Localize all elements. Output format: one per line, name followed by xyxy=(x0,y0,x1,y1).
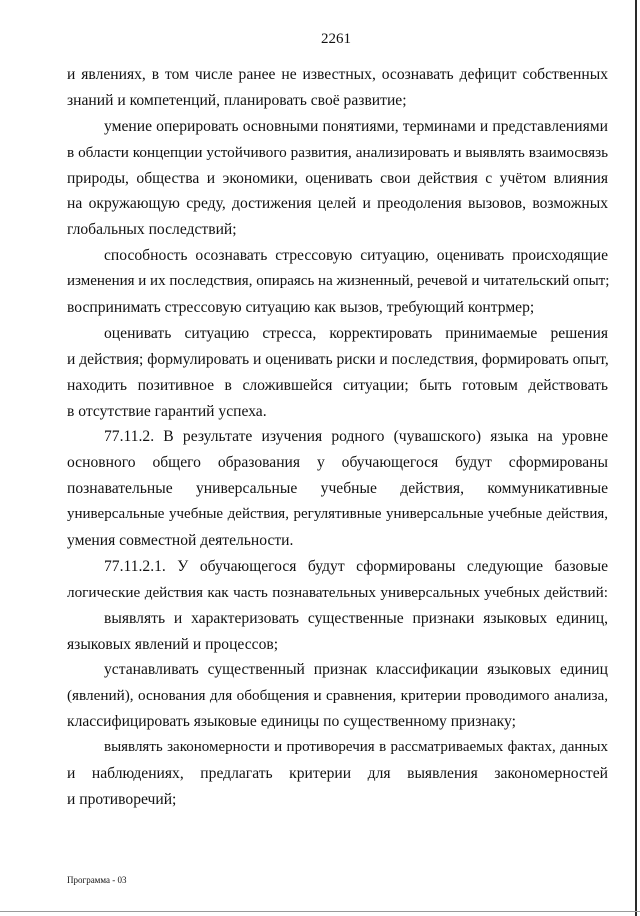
text-line-15: 77.11.2. В результате изучения родного (чувашского) языка на уровне xyxy=(104,428,608,446)
text-line-11: оценивать ситуацию стресса, корректировать принимаемые решения xyxy=(104,324,608,342)
text-line-16: основного общего образования у обучающегося будут сформированы xyxy=(67,454,608,472)
text-line-19: умения совместной деятельности. xyxy=(67,532,294,550)
text-line-18: универсальные учебные действия, регулятивные универсальные учебные действия, xyxy=(67,506,608,523)
text-line-10: воспринимать стрессовую ситуацию как вызов, требующий контрмер; xyxy=(67,299,535,317)
text-line-25: (явлений), основания для обобщения и сравнения, критерии проводимого анализа, xyxy=(67,687,608,705)
text-line-20: 77.11.2.1. У обучающегося будут сформированы следующие базовые xyxy=(104,557,608,575)
text-line-5: природы, общества и экономики, оценивать свои действия с учётом влияния xyxy=(67,169,608,187)
body-text xyxy=(67,62,608,813)
text-line-23: языковых явлений и процессов; xyxy=(67,635,279,653)
scan-edge-bottom xyxy=(0,911,640,912)
scan-edge-right xyxy=(635,0,637,916)
text-line-13: находить позитивное в сложившейся ситуации; быть готовым действовать xyxy=(67,376,608,394)
text-line-1: и явлениях, в том числе ранее не известных, осознавать дефицит собственных xyxy=(67,66,608,83)
text-line-22: выявлять и характеризовать существенные признаки языковых единиц, xyxy=(104,609,608,627)
text-line-12: и действия; формулировать и оценивать риски и последствия, формировать опыт, xyxy=(67,350,609,368)
page-number: 2261 xyxy=(321,31,351,47)
text-line-14: в отсутствие гарантий успеха. xyxy=(67,402,267,420)
text-line-17: познавательные универсальные учебные действия, коммуникативные xyxy=(67,480,608,498)
text-line-2: знаний и компетенций, планировать своё развитие; xyxy=(67,91,407,109)
text-line-29: и противоречий; xyxy=(67,790,177,808)
text-line-6: на окружающую среду, достижения целей и преодоления вызовов, возможных xyxy=(67,195,608,213)
text-line-7: глобальных последствий; xyxy=(67,221,237,239)
text-line-21: логические действия как часть познавательных универсальных учебных действий: xyxy=(67,583,608,601)
footer-note: Программа - 03 xyxy=(67,875,127,885)
text-line-28: и наблюдениях, предлагать критерии для выявления закономерностей xyxy=(67,765,608,783)
text-line-8: способность осознавать стрессовую ситуацию, оценивать происходящие xyxy=(104,247,608,265)
text-line-9: изменения и их последствия, опираясь на жизненный, речевой и читательский опыт; xyxy=(67,273,610,290)
text-line-4: в области концепции устойчивого развития, анализировать и выявлять взаимосвязь xyxy=(67,143,608,161)
text-line-26: классифицировать языковые единицы по существенному признаку; xyxy=(67,713,516,731)
text-line-3: умение оперировать основными понятиями, терминами и представлениями xyxy=(104,117,608,135)
text-line-24: устанавливать существенный признак классификации языковых единиц xyxy=(104,661,608,679)
text-line-27: выявлять закономерности и противоречия в рассматриваемых фактах, данных xyxy=(104,739,608,756)
